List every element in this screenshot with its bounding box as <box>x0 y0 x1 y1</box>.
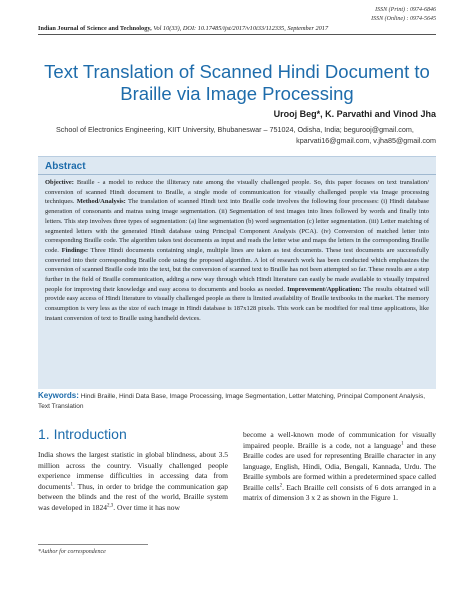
keywords-label: Keywords: <box>38 391 79 400</box>
findings-text: Three Hindi documents containing single, multiple lines are taken as test documents. These test documents are successfully converted into their corresponding Braille code using the proposed algorithm. A lot of research work has been conducted which emphasizes the conversion of scanned Braille code into the text, but the conversion of scanned text to Braille has not been attempted so far. These results are a step further in the field of Braille communication, adding a new way through which Hindi literature can easily be made available to visually impaired people for improving their knowledge and easy access to documents and books as needed. <box>45 246 429 293</box>
footnote-divider <box>38 544 148 545</box>
introduction-heading: 1. Introduction <box>38 426 127 442</box>
affiliation <box>56 124 436 146</box>
objective-text: Braille - a model to reduce the illiteracy rate among the visually challenged people. So, this paper focuses on text translation/ conversion of scanned Hindi document to Braille, a single mode of communication for visually challenged people via Image processing techniques. <box>45 179 429 206</box>
intro-right-text-3: . Each Braille cell consists of 6 dots arranged in a matrix of dimension 3 x 2 as shown in the Figure 1. <box>243 482 436 502</box>
keywords-text: Hindi Braille, Hindi Data Base, Image Processing, Image Segmentation, Letter Matching, Principal Component Analysis, Text Translation <box>38 393 426 410</box>
intro-left-text-1: India shows the largest statistic in global blindness, about 3.5 million across the country. Visually challenged people experience immense difficulties in accessing data from documents <box>38 450 228 491</box>
affiliation-line-2: kparvati16@gmail.com, v.jha85@gmail.com <box>296 136 436 145</box>
citation-ref[interactable]: 2,3 <box>106 503 114 508</box>
issn-block <box>371 6 436 24</box>
journal-line <box>38 24 436 33</box>
paper-title: Text Translation of Scanned Hindi Document to Braille via Image Processing <box>44 61 430 104</box>
left-column <box>38 398 228 513</box>
intro-left-text-3: . Over time it has now <box>113 502 180 512</box>
abstract-body <box>45 178 429 324</box>
right-column <box>243 430 436 504</box>
footnote: *Author for correspondence <box>38 549 106 555</box>
intro-right-paragraph <box>243 430 436 504</box>
citation-ref[interactable]: 1 <box>401 441 404 446</box>
objective-label: Objective: <box>45 179 74 186</box>
improvement-label: Improvement/Application: <box>287 285 362 293</box>
header-rule <box>38 34 436 35</box>
method-text: The translation of scanned Hindi text into Braille code involves the following four processes: (i) Hindi database generation of consonants and matras using image segmentation. (ii) Segmentation of test images into lines followed by words and finally into letters. This step involves three types of segmentation: (a) line segmentation (b) word segmentation (c) letter segmentation. (iii) Letter matching of segmented letters with the generated Hindi database using Principal Component Analysis (PCA). (iv) Conversion of matched letter into corresponding Braille code. The algorithm takes test documents as input and reads the letter wise and maps the letters in the corresponding Braille code. <box>45 198 429 254</box>
intro-left-text-2: . Thus, in order to bridge the communication gap between the blinds and the rest of the world, Braille system was developed in 1824 <box>38 481 228 512</box>
citation-ref[interactable]: 1 <box>70 482 73 487</box>
affiliation-line-1: School of Electronics Engineering, KIIT University, Bhubaneswar – 751024, Odisha, India; begurooj@gmail.com, <box>56 125 414 134</box>
abstract-box <box>38 156 436 389</box>
journal-name: Indian Journal of Science and Technology, <box>38 25 152 32</box>
method-label: Method/Analysis: <box>76 198 126 206</box>
intro-right-text-2: and these Braille codes are used for representing Braille character in any language, English, Hindi, Odia, Bengali, Kannada, Urdu. The Braille symbols are formed within a predetermined space called Braille cells <box>243 440 436 492</box>
abstract-heading: Abstract <box>45 161 86 172</box>
journal-details: Vol 10(33), DOI: 10.17485/ijst/2017/v10i33/112335, September 2017 <box>153 25 329 32</box>
citation-ref[interactable]: 2 <box>279 483 283 488</box>
improvement-text: The results obtained will provide easy access of Hindi literature to visually challenged people as there is limited availability of Braille textbooks in the market. The memory consumption is very less as the size of each image in Hindi database is 187x128 pixels. This work can be modified for real time applications, like instant conversion of text to Braille using handheld devices. <box>45 285 430 322</box>
findings-label: Findings: <box>61 246 88 254</box>
authors: Urooj Beg*, K. Parvathi and Vinod Jha <box>273 109 436 119</box>
issn-print: ISSN (Print) : 0974-6846 <box>375 7 436 13</box>
issn-online: ISSN (Online) : 0974-5645 <box>371 16 436 22</box>
intro-left-paragraph <box>38 450 228 513</box>
abstract-divider <box>38 174 436 175</box>
intro-right-text-1: become a well-known mode of communication for visually impaired people. Braille is a code, not a language <box>243 430 436 450</box>
